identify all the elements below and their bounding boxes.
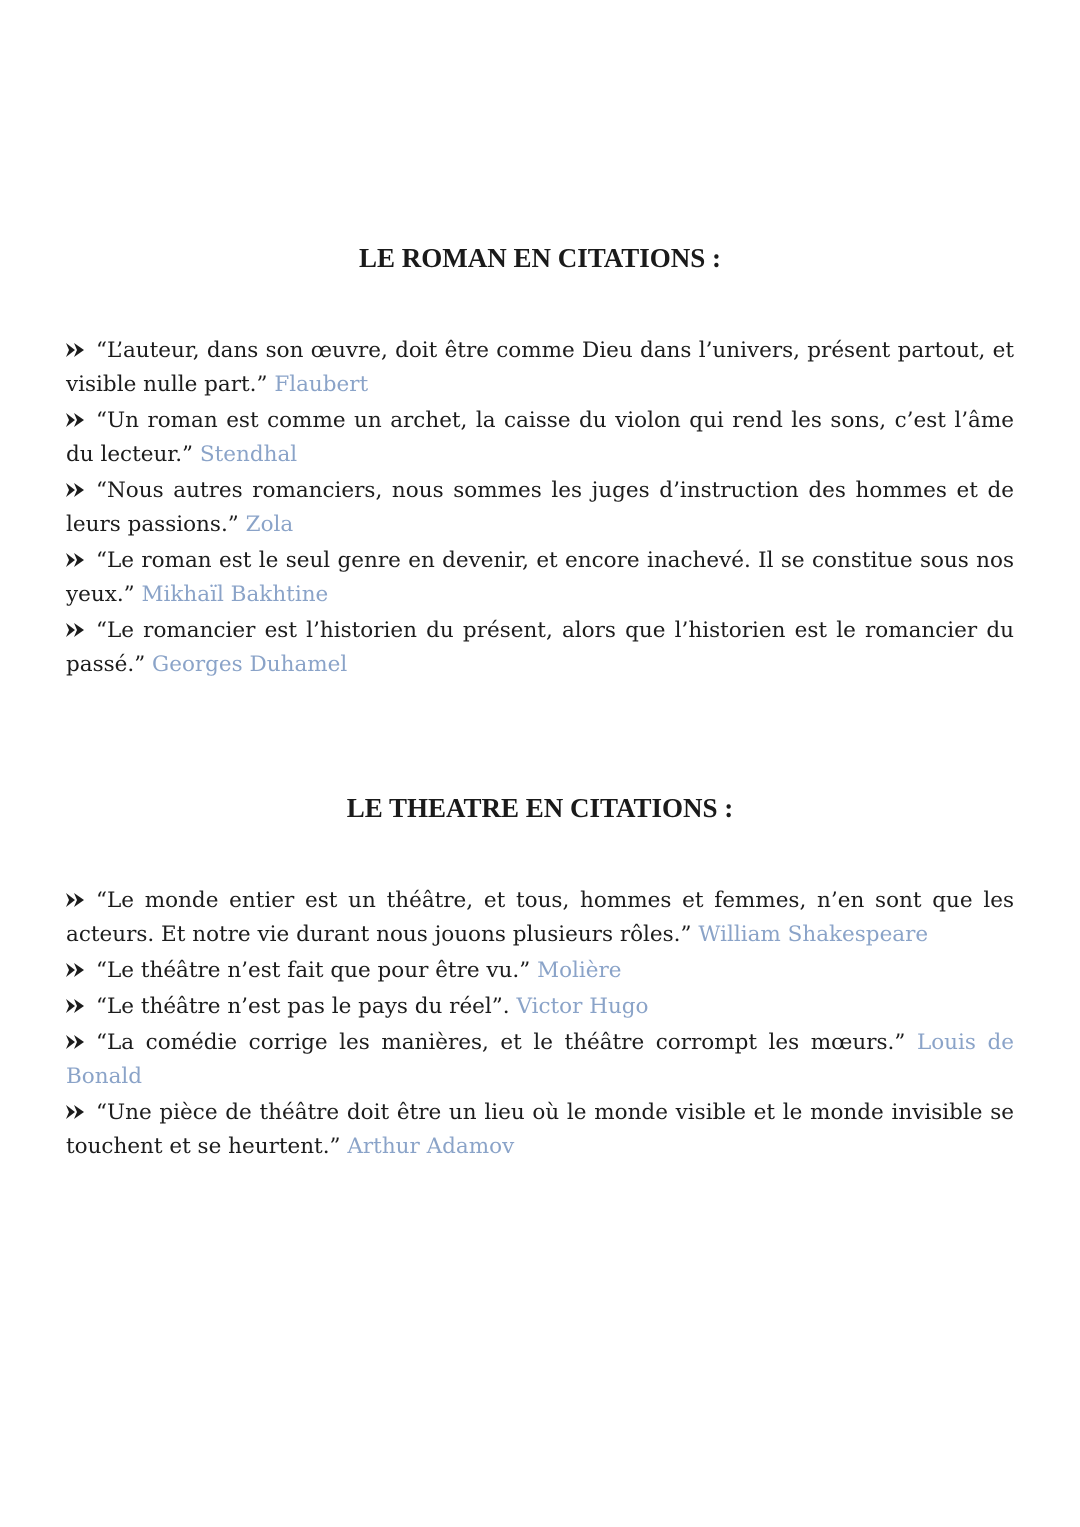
quote-author: Zola <box>245 512 294 537</box>
quote-item <box>66 990 1014 1024</box>
quote-text: “Une pièce de théâtre doit être un lieu où le monde visible et le monde invisible se touchent et se heurtent.” <box>66 1100 1014 1159</box>
quote-author: Mikhaïl Bakhtine <box>141 582 329 607</box>
quote-author: Louis de Bonald <box>66 1030 1014 1089</box>
quote-item <box>66 544 1014 612</box>
quote-text: “Nous autres romanciers, nous sommes les juges d’instruction des hommes et de leurs passions.” <box>66 478 1014 537</box>
double-arrow-icon <box>66 999 88 1013</box>
quote-text: “Le monde entier est un théâtre, et tous, hommes et femmes, n’en sont que les acteurs. Et notre vie durant nous jouons plusieurs rôles.” <box>66 888 1014 947</box>
quote-item <box>66 1096 1014 1164</box>
quote-item <box>66 474 1014 542</box>
double-arrow-icon <box>66 1035 88 1049</box>
quote-text: “La comédie corrige les manières, et le théâtre corrompt les mœurs.” <box>96 1030 906 1055</box>
quote-author: Victor Hugo <box>516 994 649 1019</box>
double-arrow-icon <box>66 343 88 357</box>
quote-text: “Le théâtre n’est fait que pour être vu.” <box>96 958 531 983</box>
quote-item <box>66 334 1014 402</box>
roman-section <box>66 240 1014 684</box>
quote-text: “Le roman est le seul genre en devenir, et encore inachevé. Il se constitue sous nos yeux.” <box>66 548 1014 607</box>
double-arrow-icon <box>66 623 88 637</box>
roman-heading: LE ROMAN EN CITATIONS : <box>358 243 722 273</box>
quote-item <box>66 954 1014 988</box>
quote-text: “Un roman est comme un archet, la caisse du violon qui rend les sons, c’est l’âme du lecteur.” <box>66 408 1014 467</box>
quote-item <box>66 884 1014 952</box>
double-arrow-icon <box>66 413 88 427</box>
quote-author: Stendhal <box>199 442 298 467</box>
double-arrow-icon <box>66 963 88 977</box>
theatre-heading: LE THEATRE EN CITATIONS : <box>346 793 734 823</box>
quote-author: Georges Duhamel <box>152 652 348 677</box>
double-arrow-icon <box>66 553 88 567</box>
theatre-section <box>66 790 1014 1166</box>
double-arrow-icon <box>66 1105 88 1119</box>
quote-item <box>66 1026 1014 1094</box>
theatre-quote-list <box>66 884 1014 1164</box>
quote-text: “Le romancier est l’historien du présent, alors que l’historien est le romancier du passé.” <box>66 618 1014 677</box>
quote-item <box>66 404 1014 472</box>
quote-author: William Shakespeare <box>698 922 929 947</box>
quote-author: Arthur Adamov <box>347 1134 515 1159</box>
double-arrow-icon <box>66 483 88 497</box>
roman-quote-list <box>66 334 1014 682</box>
quote-text: “Le théâtre n’est pas le pays du réel”. <box>96 994 510 1019</box>
quote-author: Molière <box>537 958 622 983</box>
quote-text: “L’auteur, dans son œuvre, doit être comme Dieu dans l’univers, présent partout, et visible nulle part.” <box>66 338 1014 397</box>
quote-item <box>66 614 1014 682</box>
quote-author: Flaubert <box>274 372 369 397</box>
double-arrow-icon <box>66 893 88 907</box>
